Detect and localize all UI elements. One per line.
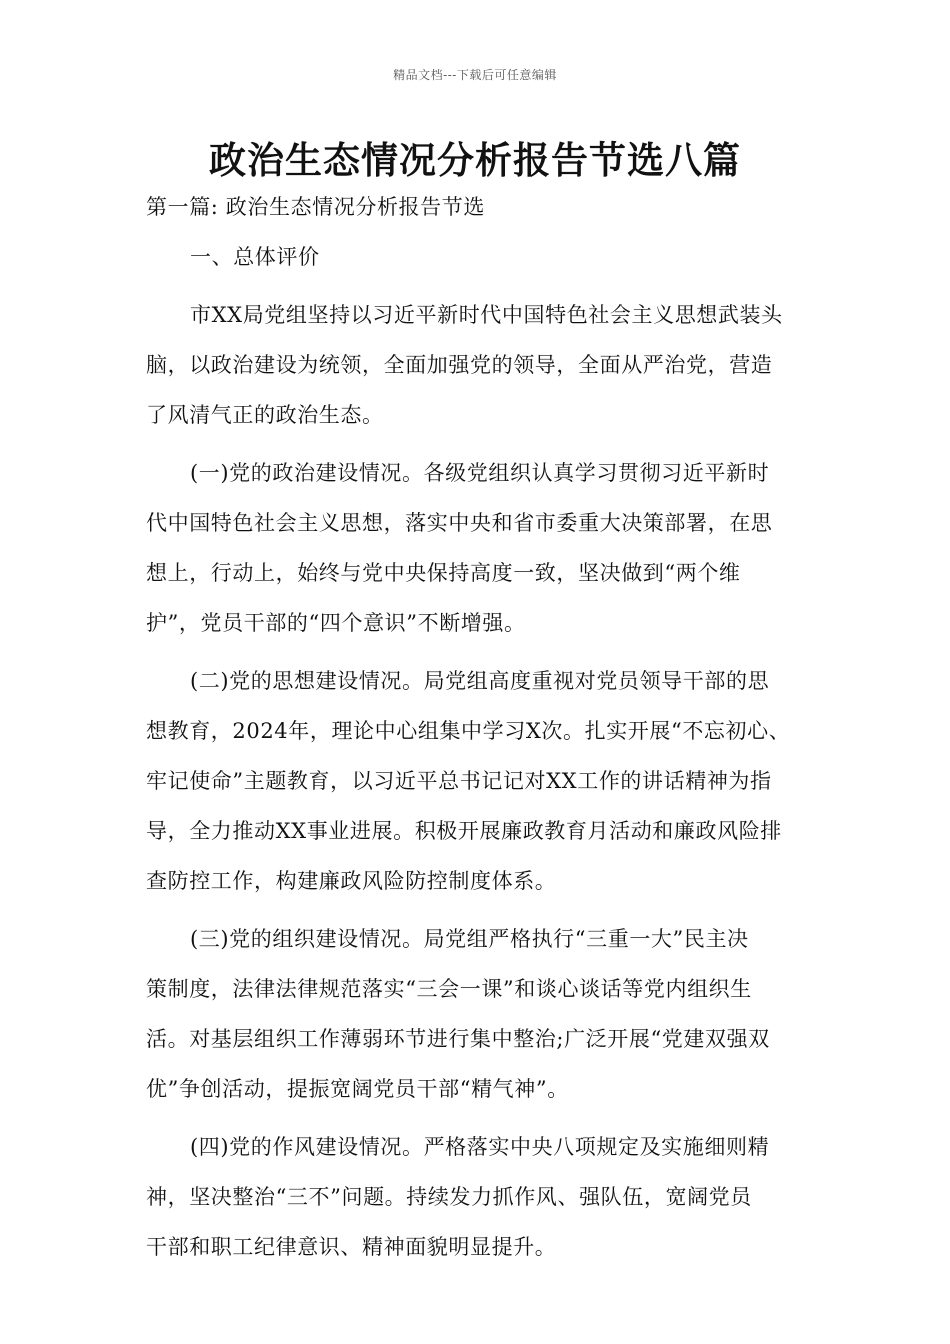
- section-heading: 第一篇: 政治生态情况分析报告节选: [146, 195, 485, 219]
- paragraph-line: (一)党的政治建设情况。各级党组织认真学习贯彻习近平新时: [190, 461, 770, 485]
- paragraph-line: 活。对基层组织工作薄弱环节进行集中整治;广泛开展“党建双强双: [146, 1027, 770, 1051]
- paragraph-line: (二)党的思想建设情况。局党组高度重视对党员领导干部的思: [190, 669, 770, 693]
- paragraph-line: 查防控工作，构建廉政风险防控制度体系。: [146, 869, 557, 893]
- paragraph-line: 导，全力推动XX事业进展。积极开展廉政教育月活动和廉政风险排: [146, 819, 782, 843]
- document-title: 政治生态情况分析报告节选八篇: [209, 138, 741, 182]
- paragraph-line: 了风清气正的政治生态。: [146, 403, 384, 427]
- paragraph-line: 神，坚决整治“三不”问题。持续发力抓作风、强队伍，宽阔党员: [146, 1185, 752, 1209]
- paragraph-line: 护”，党员干部的“四个意识”不断增强。: [146, 611, 526, 635]
- paragraph-line: 想上，行动上，始终与党中央保持高度一致，坚决做到“两个维: [146, 561, 741, 585]
- paragraph-line: 策制度，法律法律规范落实“三会一课”和谈心谈话等党内组织生: [146, 977, 752, 1001]
- document-body: [146, 182, 818, 1272]
- paragraph-line: 脑，以政治建设为统领，全面加强党的领导，全面从严治党，营造: [146, 353, 773, 377]
- paragraph-line: (四)党的作风建设情况。严格落实中央八项规定及实施细则精: [190, 1135, 770, 1159]
- subsection-heading: 一、总体评价: [190, 245, 320, 269]
- paragraph-line: 想教育，2024年，理论中心组集中学习X次。扎实开展“不忘初心、: [146, 719, 791, 743]
- paragraph-line: (三)党的组织建设情况。局党组严格执行“三重一大”民主决: [190, 927, 749, 951]
- paragraph-line: 优”争创活动，提振宽阔党员干部“精气神”。: [146, 1077, 569, 1101]
- paragraph-line: 干部和职工纪律意识、精神面貌明显提升。: [146, 1235, 557, 1259]
- paragraph-line: 代中国特色社会主义思想，落实中央和省市委重大决策部署，在思: [146, 511, 773, 535]
- paragraph-line: 牢记使命”主题教育，以习近平总书记记对XX工作的讲话精神为指: [146, 769, 772, 793]
- paragraph-line: 市XX局党组坚持以习近平新时代中国特色社会主义思想武装头: [190, 303, 783, 327]
- header-note: 精品文档---下载后可任意编辑: [393, 68, 557, 82]
